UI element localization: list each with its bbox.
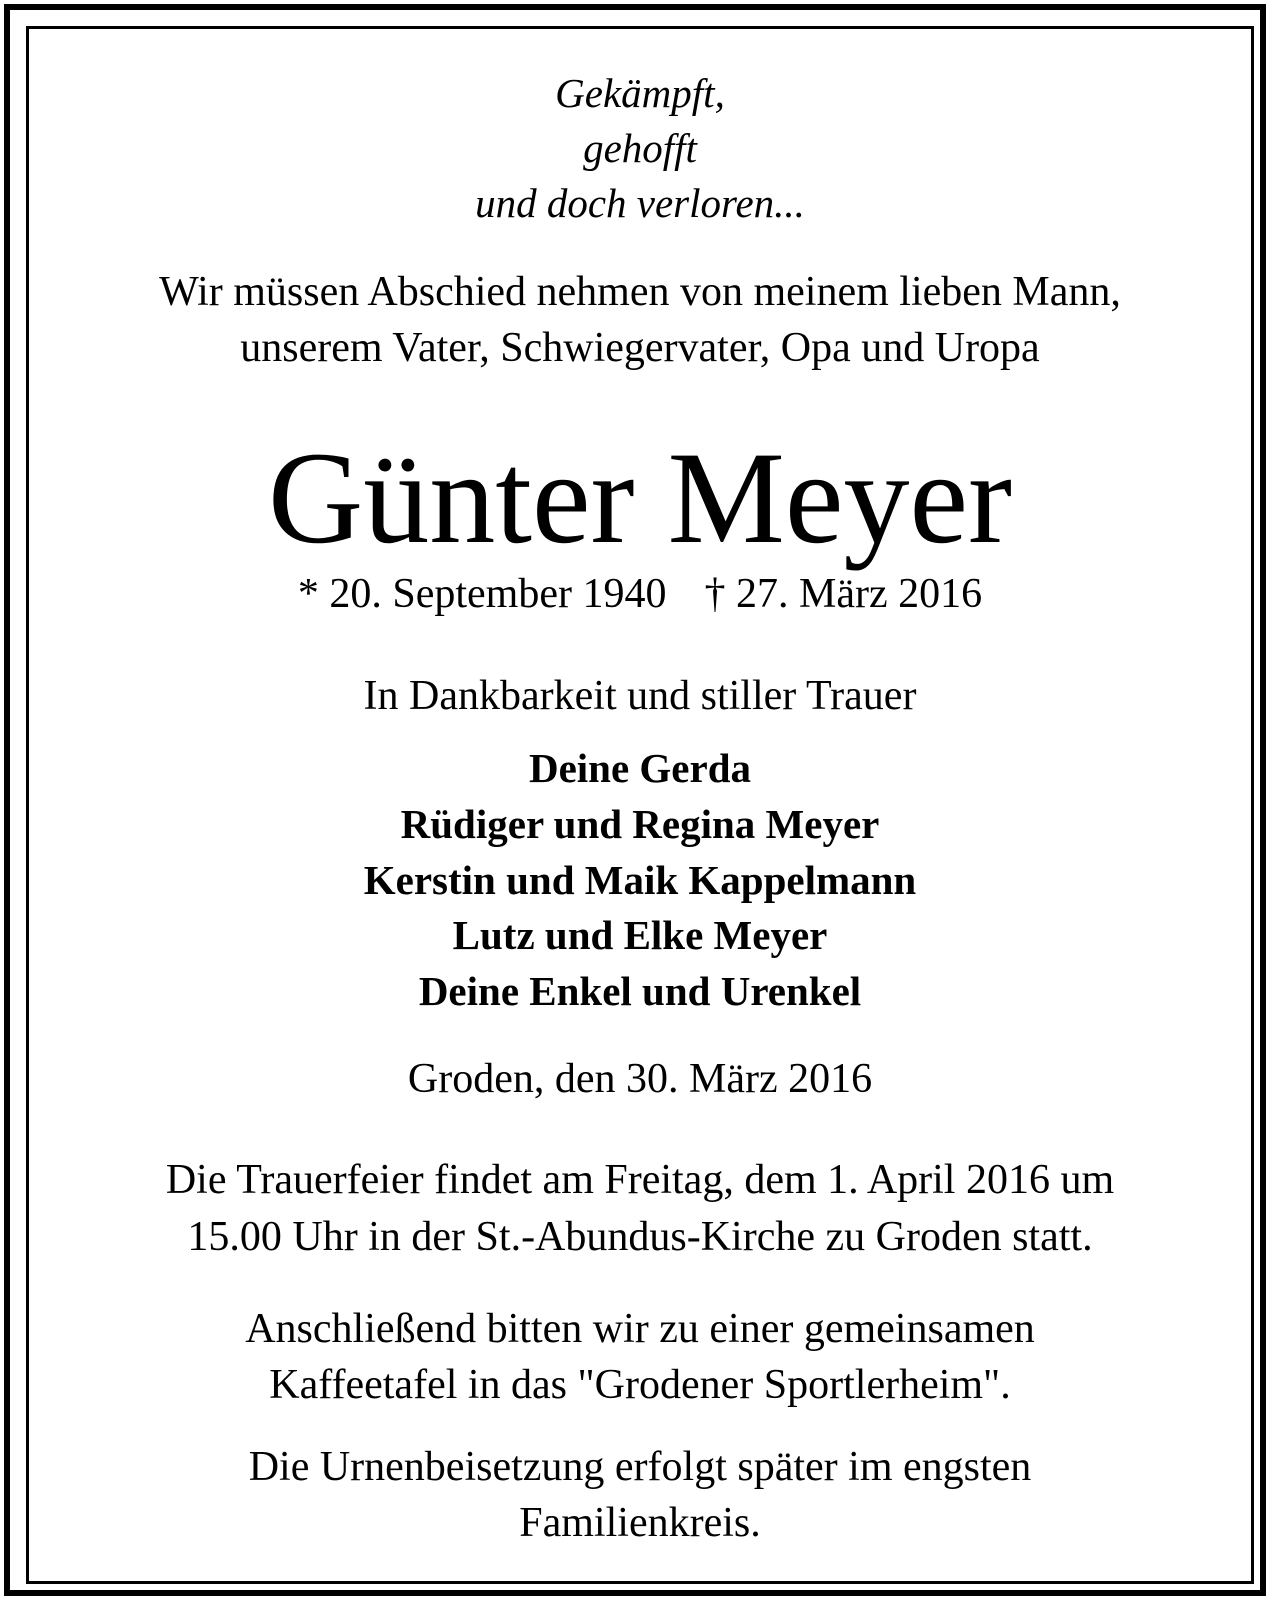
life-dates: [30, 573, 1250, 615]
mourning-line: In Dankbarkeit und stiller Trauer: [363, 673, 917, 719]
birth-date: * 20. September 1940: [297, 571, 667, 617]
burial-line-2: Familienkreis.: [519, 1500, 761, 1546]
family-member: Lutz und Elke Meyer: [452, 912, 828, 958]
reception-line-1: Anschließend bitten wir zu einer gemeinsamen: [245, 1306, 1035, 1352]
obituary-notice: [30, 30, 1250, 1580]
family-member: Deine Gerda: [528, 745, 752, 791]
burial-line-1: Die Urnenbeisetzung erfolgt später im engsten: [248, 1444, 1032, 1490]
death-date: † 27. März 2016: [704, 571, 983, 617]
motto-line-2: gehofft: [583, 125, 697, 171]
reception-line-2: Kaffeetafel in das "Grodener Sportlerheim".: [269, 1362, 1011, 1408]
family-member: Deine Enkel und Urenkel: [418, 968, 862, 1014]
intro-line-2: unserem Vater, Schwiegervater, Opa und Uropa: [240, 325, 1040, 371]
service-line-2: 15.00 Uhr in der St.-Abundus-Kirche zu Groden statt.: [187, 1214, 1093, 1260]
service-line-1: Die Trauerfeier findet am Freitag, dem 1. April 2016 um: [165, 1157, 1115, 1203]
motto-line-3: und doch verloren...: [475, 180, 805, 226]
family-member: Rüdiger und Regina Meyer: [400, 801, 880, 847]
place-date: Groden, den 30. März 2016: [407, 1056, 873, 1102]
deceased-name: Günter Meyer: [267, 424, 1013, 571]
motto-line-1: Gekämpft,: [555, 70, 725, 116]
intro-line-1: Wir müssen Abschied nehmen von meinem lieben Mann,: [159, 269, 1121, 315]
family-member: Kerstin und Maik Kappelmann: [363, 857, 917, 903]
